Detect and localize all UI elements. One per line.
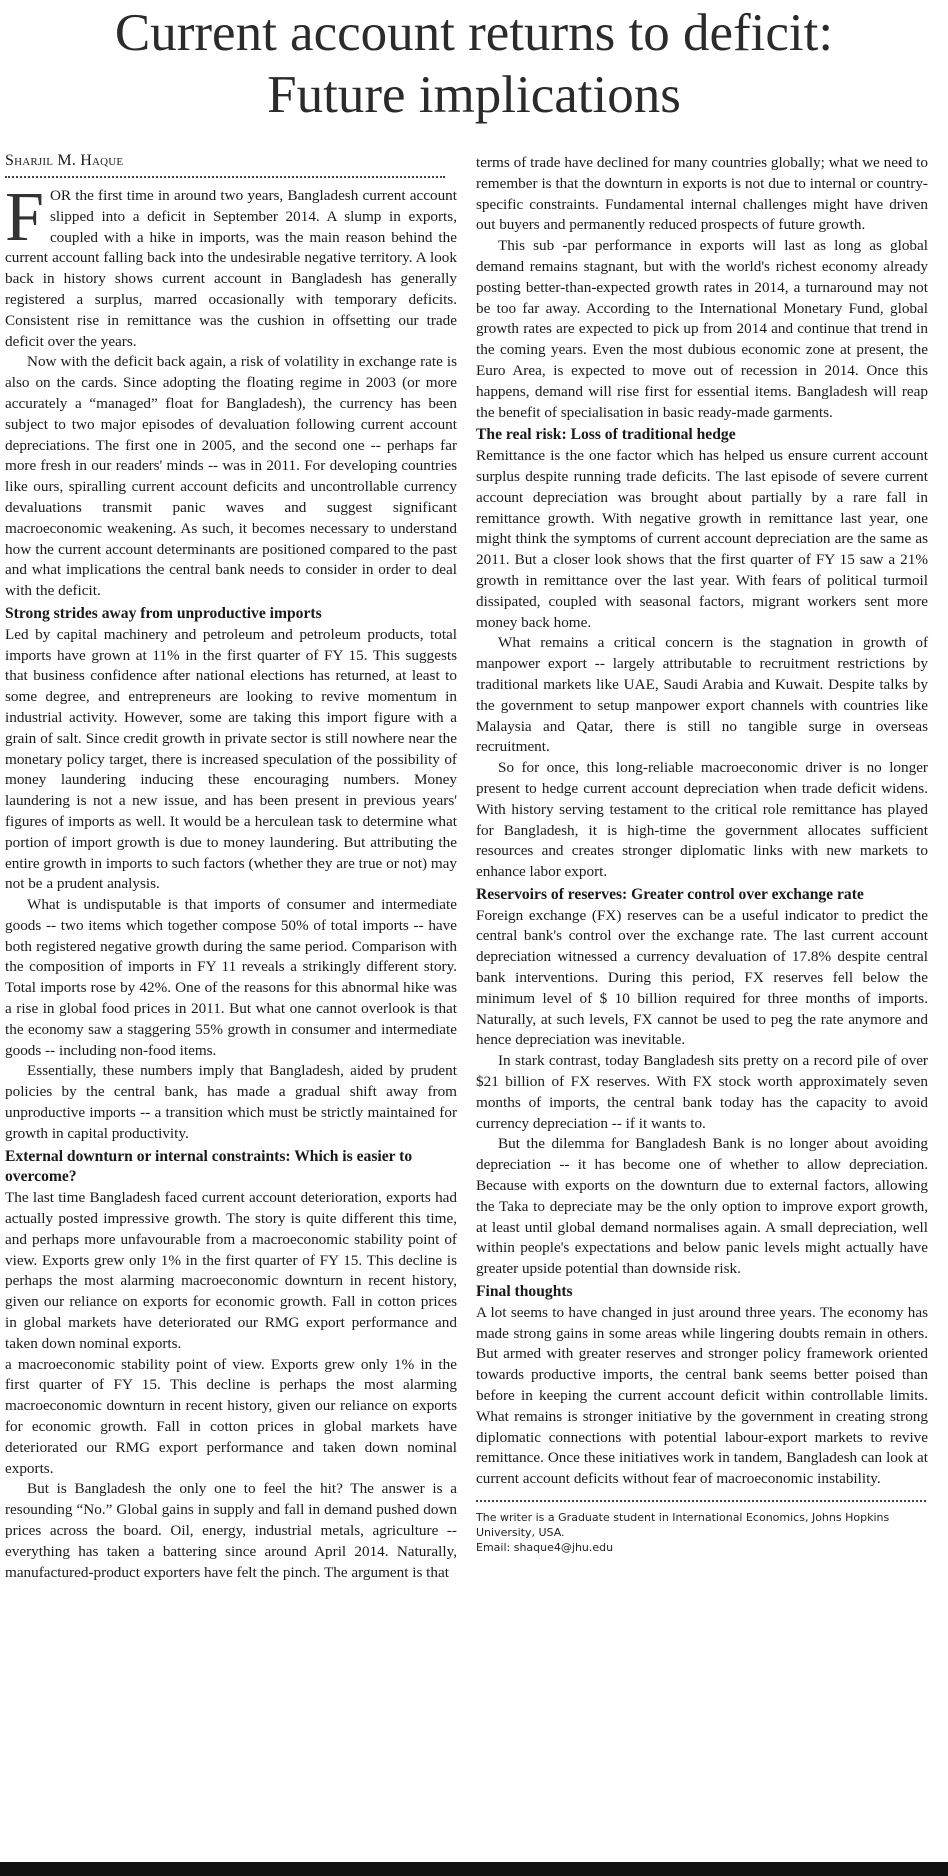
body-paragraph: What remains a critical concern is the stagnation in growth of manpower export -- largely attributable to recruitment restrictions by traditional markets like UAE, Saudi Arabia and Kuwait. Despite talks by the government to setup manpower export channels with countries like Malaysia and Qatar, there is still no tangible surge in overseas recruitment. [476, 634, 928, 756]
body-paragraph: The last time Bangladesh faced current account deterioration, exports had actually posted impressive growth. The story is quite different this time, and perhaps more unfavourable from a macroeconomic stability point of view. Exports grew only 1% in the first quarter of FY 15. This decline is perhaps the most alarming macroeconomic downturn in recent history, given our reliance on exports for economic growth. Fall in cotton prices in global markets have deteriorated our RMG export performance and taken down nominal exports. [5, 1189, 457, 1352]
byline-divider [5, 176, 445, 178]
lead-paragraph: FOR the first time in around two years, Bangladesh current account slipped into a deficit in September 2014. A slump in exports, coupled with a hike in imports, was the main reason behind the current account falling back into the undesirable negative territory. A look back in history shows current account in Bangladesh has generally registered a surplus, marred occasionally with temporary deficits. Consistent rise in remittance was the cushion in offsetting our trade deficit over the years. [5, 179, 457, 350]
right-column [476, 153, 928, 1555]
body-paragraph: This sub -par performance in exports will last as long as global demand remains stagnant, but with the world's richest economy already posting better-than-expected growth rates in 2014, a turnaround may not be too far away. According to the International Monetary Fund, global growth rates are expected to pick up from 2014 and continue that trend in the coming years. Even the most dubious economic zone at present, the Euro Area, is expected to move out of recession in 2014. Once this happens, demand will rise first for essential items. Bangladesh will reap the benefit of specialisation in basic ready-made garments. [476, 237, 928, 421]
body-paragraph: But the dilemma for Bangladesh Bank is no longer about avoiding depreciation -- it has become one of whether to allow depreciation. Because with exports on the downturn due to external factors, allowing the Taka to depreciate may be the only option to improve export growth, at least until global demand normalises again. A small depreciation, well within people's expectations and below panic levels might actually have greater upside potential than downside risk. [476, 1135, 928, 1278]
body-paragraph: So for once, this long-reliable macroeconomic driver is no longer present to hedge current account depreciation when trade deficit widens. With history serving testament to the critical role remittance has played for Bangladesh, it is high-time the government allocates sufficient resources and creates stronger diplomatic links with new markets to enhance labor export. [476, 759, 928, 881]
left-column [5, 152, 457, 1583]
author-byline: Sharjil M. Haque [5, 152, 124, 169]
section-heading-external-downturn: External downturn or internal constraints: Which is easier to overcome? [5, 1147, 413, 1186]
body-paragraph: a macroeconomic stability point of view. Exports grew only 1% in the first quarter of FY 15. This decline is perhaps the most alarming macroeconomic downturn in recent history, given our reliance on exports for economic growth. Fall in cotton prices in global markets have deteriorated our RMG export performance and taken down nominal exports. [5, 1355, 457, 1477]
author-note: The writer is a Graduate student in International Economics, Johns Hopkins University, USA. [476, 1511, 890, 1539]
body-paragraph: Led by capital machinery and petroleum and petroleum products, total imports have grown at 11% in the first quarter of FY 15. This suggests that business confidence after national elections has returned, at least to some degree, and entrepreneurs are looking to revive momentum in industrial activity. However, some are taking this import figure with a grain of salt. Since credit growth in private sector is still nowhere near the monetary policy target, there is increased speculation of the possibility of money laundering inducing these encouraging numbers. Money laundering is not a new issue, and has been present in previous years' figures of imports as well. It would be a herculean task to determine what portion of import growth is due to money laundering. But attributing the entire growth in imports to such factors (whether they are true or not) may not be a prudent analysis. [5, 625, 457, 893]
footer-divider [476, 1500, 926, 1502]
body-paragraph: A lot seems to have changed in just around three years. The economy has made strong gains in some areas while lingering doubts remain in others. But armed with greater reserves and stronger policy framework oriented towards productive imports, the central bank seems better poised than before in keeping the current account deficit within controllable limits. What remains is stronger initiative by the government in creating strong diplomatic connections with potential labour-export markets to revive remittance. Once these initiatives work in tandem, Bangladesh can look at current account deficits without fear of macroeconomic instability. [476, 1303, 928, 1488]
body-paragraph: Remittance is the one factor which has helped us ensure current account surplus despite running trade deficits. The last episode of severe current account depreciation was brought about partially by a rare fall in remittance growth. With negative growth in remittance last year, one might think the symptoms of current account depreciation are the same as 2011. But a closer look shows that the first quarter of FY 15 saw a 21% growth in remittance over the last year. With fears of political turmoil dissipated, coupled with seasonal factors, migrant workers sent more money back home. [476, 447, 928, 631]
headline-line-2: Future implications [267, 66, 681, 124]
section-heading-real-risk: The real risk: Loss of traditional hedge [476, 426, 736, 444]
body-paragraph: Foreign exchange (FX) reserves can be a useful indicator to predict the central bank's control over the exchange rate. The last current account depreciation witnessed a currency devaluation of 17.8% despite central bank interventions. During this period, FX reserves fell below the minimum level of $ 10 billion required for three months of imports. Naturally, at such levels, FX cannot be used to peg the rate anymore and hence depreciation was inevitable. [476, 906, 928, 1049]
body-paragraph: In stark contrast, today Bangladesh sits pretty on a record pile of over $21 billion of FX reserves. With FX stock worth approximately seven months of imports, the central bank today has the capacity to avoid currency depreciation -- if it wants to. [476, 1052, 928, 1132]
author-email: Email: shaque4@jhu.edu [476, 1541, 614, 1554]
section-heading-final-thoughts: Final thoughts [476, 1283, 573, 1301]
section-heading-reserves: Reservoirs of reserves: Greater control over exchange rate [476, 885, 864, 903]
headline-line-1: Current account returns to deficit: [114, 4, 834, 62]
body-paragraph: Now with the deficit back again, a risk of volatility in exchange rate is also on the cards. Since adopting the floating regime in 2003 (or more accurately a “managed” float for Bangladesh), the currency has been subject to two major episodes of devaluation following current account depreciations. The first one in 2005, and the second one -- perhaps far more fresh in our readers' minds -- was in 2011. For developing countries like ours, spiralling current account deficits and uncontrollable currency devaluations transmit panic waves and suggest significant macroeconomic weakening. As such, it becomes necessary to understand how the current account determinants are positioned compared to the past and what implications the central bank needs to consider in order to deal with the deficit. [5, 353, 457, 600]
body-paragraph: terms of trade have declined for many countries globally; what we need to remember is that the downturn in exports is not due to internal or country-specific constraints. Fundamental internal challenges might have driven out buyers and permanently reduced prospects of future growth. [476, 154, 928, 234]
body-paragraph: But is Bangladesh the only one to feel the hit? The answer is a resounding “No.” Global gains in supply and fall in demand pushed down prices across the board. Oil, energy, industrial metals, agriculture -- everything has taken a battering since around April 2014. Naturally, manufactured-product exporters have felt the pinch. The argument is that [5, 1480, 457, 1581]
body-paragraph: Essentially, these numbers imply that Bangladesh, aided by prudent policies by the central bank, has made a gradual shift away from unproductive imports -- a transition which must be strictly maintained for growth in capital productivity. [5, 1062, 457, 1142]
page-bottom-bar [0, 1862, 948, 1876]
section-heading-imports: Strong strides away from unproductive imports [5, 604, 322, 622]
article-headline [0, 2, 948, 126]
body-paragraph: What is undisputable is that imports of consumer and intermediate goods -- two items which together compose 50% of total imports -- have both registered negative growth during the same period. Comparison with the composition of imports in FY 11 reveals a strikingly different story. Total imports rose by 42%. One of the reasons for this abnormal hike was a rise in global food prices in 2011. But what one cannot overlook is that the economy saw a staggering 55% growth in consumer and intermediate goods -- including non-food items. [5, 896, 457, 1059]
